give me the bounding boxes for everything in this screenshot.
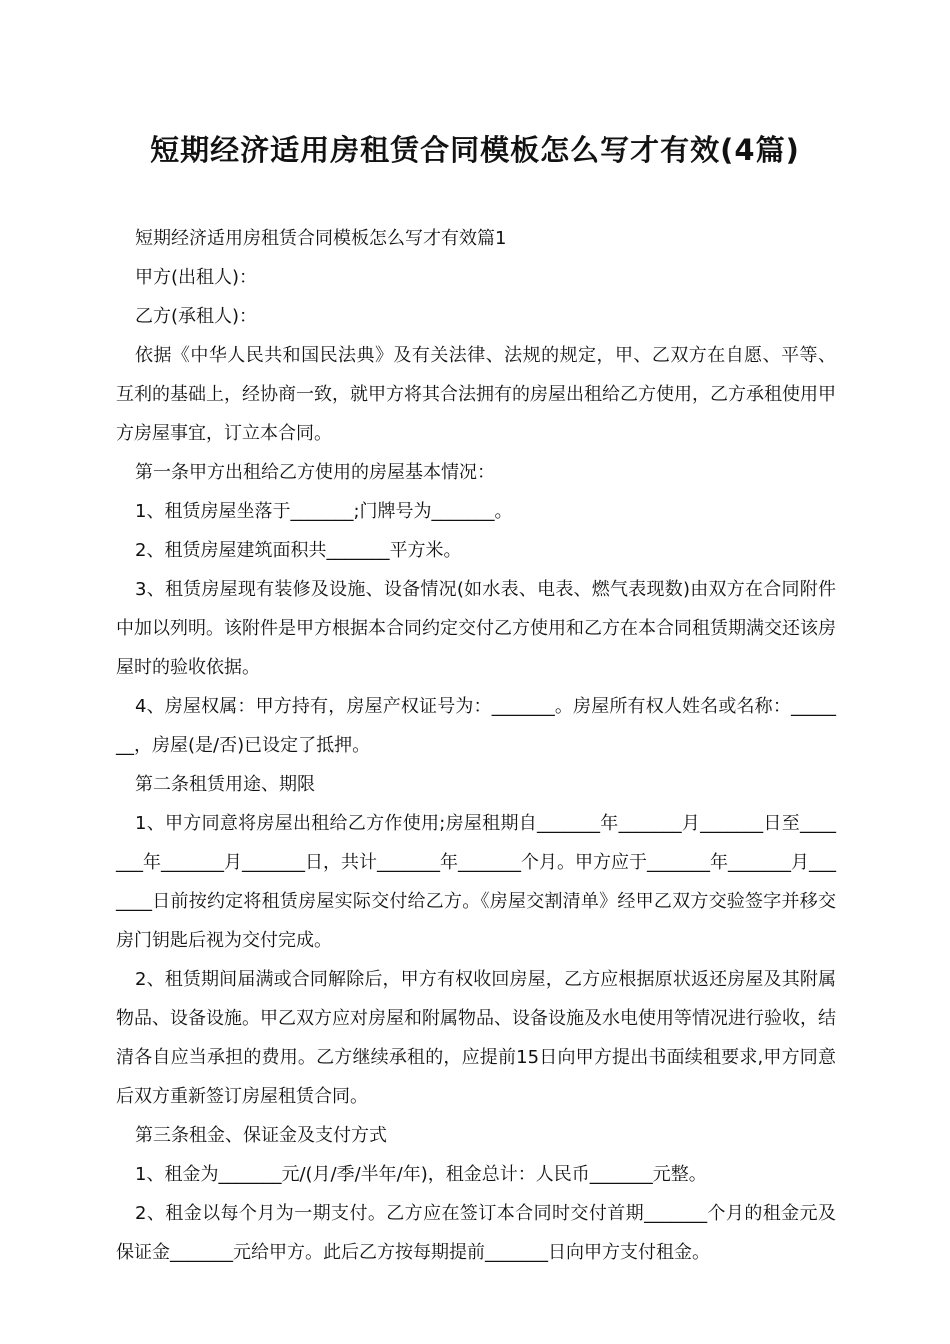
party-b-line: 乙方(承租人)： xyxy=(135,306,258,327)
clause-paragraph: 4、房屋权属：甲方持有，房屋产权证号为：_______。房屋所有权人姓名或名称：_______，房屋(是/否)已设定了抵押。 xyxy=(116,696,836,756)
article-heading: 第二条租赁用途、期限 xyxy=(135,774,315,795)
document-title: 短期经济适用房租赁合同模板怎么写才有效(4篇) xyxy=(150,133,800,167)
article-heading: 第一条甲方出租给乙方使用的房屋基本情况： xyxy=(135,462,495,483)
clause-paragraph: 1、甲方同意将房屋出租给乙方作使用;房屋租期自_______年_______月_______日至_______年_______月_______日，共计_______年_______个月。甲方应于_______年_______月_______日前按约定将租赁房屋实际交付给乙方。《房屋交割清单》经甲乙双方交验签字并移交房门钥匙后视为交付完成。 xyxy=(116,813,836,951)
clause-paragraph: 1、租金为_______元/(月/季/半年/年)，租金总计：人民币_______元整。 xyxy=(135,1164,707,1185)
clause-paragraph: 2、租赁房屋建筑面积共_______平方米。 xyxy=(135,540,462,561)
clause-paragraph: 1、租赁房屋坐落于_______;门牌号为_______。 xyxy=(135,501,513,522)
article-heading: 第三条租金、保证金及支付方式 xyxy=(135,1125,387,1146)
preamble-paragraph: 依据《中华人民共和国民法典》及有关法律、法规的规定，甲、乙双方在自愿、平等、互利的基础上，经协商一致，就甲方将其合法拥有的房屋出租给乙方使用，乙方承租使用甲方房屋事宜，订立本合同。 xyxy=(116,345,836,444)
section-heading: 短期经济适用房租赁合同模板怎么写才有效篇1 xyxy=(135,228,507,249)
document-body xyxy=(116,219,836,1272)
clause-paragraph: 3、租赁房屋现有装修及设施、设备情况(如水表、电表、燃气表现数)由双方在合同附件中加以列明。该附件是甲方根据本合同约定交付乙方使用和乙方在本合同租赁期满交还该房屋时的验收依据。 xyxy=(116,579,836,678)
clause-paragraph: 2、租金以每个月为一期支付。乙方应在签订本合同时交付首期_______个月的租金元及保证金_______元给甲方。此后乙方按每期提前_______日向甲方支付租金。 xyxy=(116,1203,836,1263)
clause-paragraph: 2、租赁期间届满或合同解除后，甲方有权收回房屋，乙方应根据原状返还房屋及其附属物品、设备设施。甲乙双方应对房屋和附属物品、设备设施及水电使用等情况进行验收，结清各自应当承担的费用。乙方继续承租的，应提前15日向甲方提出书面续租要求,甲方同意后双方重新签订房屋租赁合同。 xyxy=(116,969,836,1107)
party-a-line: 甲方(出租人)： xyxy=(135,267,258,288)
